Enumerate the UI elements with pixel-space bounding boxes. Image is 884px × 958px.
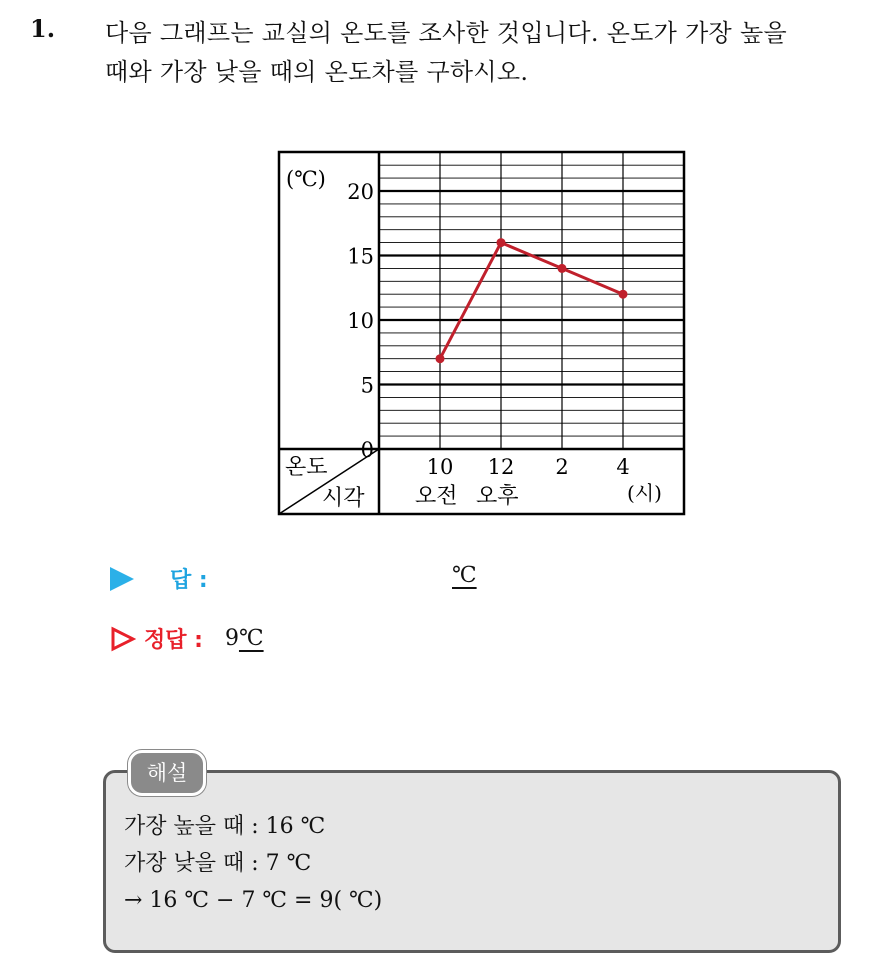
y-tick-label: 15	[347, 244, 374, 269]
temperature-line-chart	[270, 148, 690, 520]
question-text	[105, 14, 875, 92]
question-line-2: 때와 가장 낮을 때의 온도차를 구하시오.	[105, 58, 529, 86]
outline-triangle-icon	[110, 626, 136, 652]
explanation-tag: 해설	[128, 750, 206, 796]
question-number: 1.	[30, 14, 56, 43]
data-point	[436, 354, 445, 363]
data-point	[619, 290, 628, 299]
x-tick-label: 2	[555, 455, 569, 479]
explanation-body	[124, 808, 382, 919]
correct-answer-value: 9	[224, 626, 239, 651]
row-header-time: 시각	[322, 486, 365, 511]
explanation-line: → 16 ℃ − 7 ℃ = 9( ℃)	[124, 888, 383, 913]
y-unit-label: (℃)	[286, 167, 326, 191]
answer-label: 답 :	[170, 568, 208, 593]
explanation-line: 가장 낮을 때 : 7 ℃	[124, 851, 312, 876]
y-tick-label: 10	[347, 309, 374, 333]
period-label-am: 오전	[415, 484, 458, 509]
correct-answer-label: 정답 :	[144, 628, 203, 653]
data-point	[497, 238, 506, 247]
row-header-temperature: 온도	[285, 455, 328, 480]
period-label-pm: 오후	[476, 484, 519, 509]
data-point	[558, 264, 567, 273]
x-unit-label: (시)	[627, 481, 662, 505]
correct-answer-unit: ℃	[238, 626, 264, 651]
question-line-1: 다음 그래프는 교실의 온도를 조사한 것입니다. 온도가 가장 높을	[105, 19, 787, 47]
play-triangle-icon	[110, 567, 134, 591]
correct-answer-row	[110, 623, 264, 654]
explanation-line: 가장 높을 때 : 16 ℃	[124, 814, 326, 839]
answer-row	[110, 563, 208, 594]
y-tick-label: 5	[360, 373, 374, 398]
x-tick-label: 4	[616, 455, 630, 479]
y-tick-label: 20	[347, 180, 374, 204]
y-tick-label: 0	[360, 438, 374, 462]
x-tick-label: 10	[426, 455, 454, 479]
answer-unit: ℃	[452, 563, 477, 588]
x-tick-label: 12	[487, 455, 515, 479]
